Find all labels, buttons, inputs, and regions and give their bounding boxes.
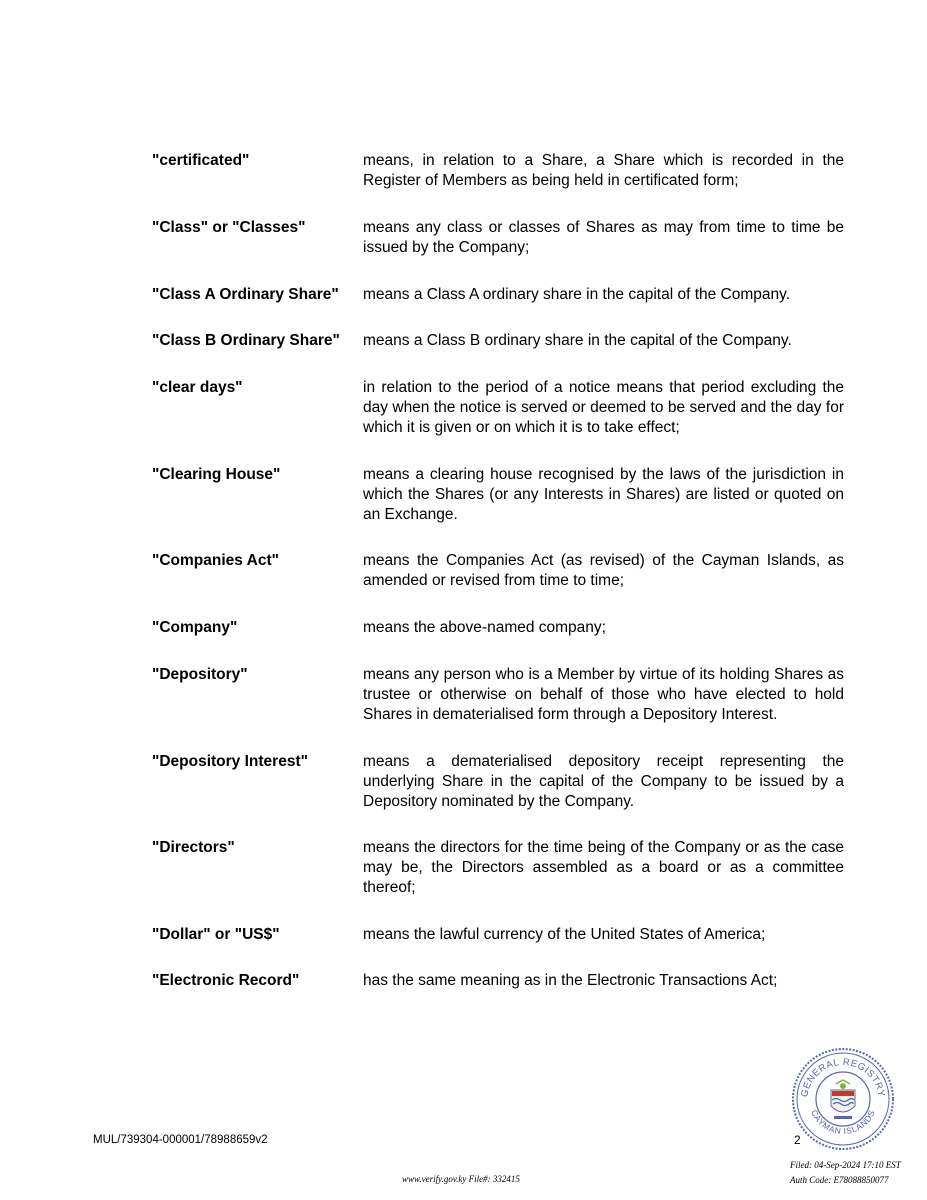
auth-code: Auth Code: E78088850077 [790, 1175, 889, 1185]
term: "Class B Ordinary Share" [152, 332, 340, 349]
coat-of-arms-icon [831, 1080, 855, 1119]
meaning: means the Companies Act (as revised) of the Cayman Islands, as amended or revised from time to time; [363, 552, 844, 589]
term: "Company" [152, 619, 238, 636]
term: "Directors" [152, 839, 235, 856]
page-number: 2 [794, 1133, 801, 1147]
seal-bottom-text: CAYMAN ISLANDS [809, 1108, 877, 1137]
meaning: has the same meaning as in the Electronic Transactions Act; [363, 972, 778, 989]
meaning: means a Class A ordinary share in the capital of the Company. [363, 286, 791, 303]
document-reference: MUL/739304-000001/78988659v2 [93, 1134, 268, 1146]
filing-stamp [790, 1158, 908, 1188]
meaning: means a dematerialised depository receipt representing the underlying Share in the capital of the Company to be issued by a Depository nominated by the Company. [363, 753, 844, 810]
term: "clear days" [152, 379, 243, 396]
term: "Clearing House" [152, 466, 281, 483]
meaning: in relation to the period of a notice means that period excluding the day when the notice is served or deemed to be served and the day for which it is given or on which it is to take effect; [363, 379, 844, 436]
meaning: means the lawful currency of the United States of America; [363, 926, 766, 943]
meaning: means any class or classes of Shares as may from time to time be issued by the Company; [363, 219, 844, 256]
meaning: means the above-named company; [363, 619, 606, 636]
meaning: means the directors for the time being of the Company or as the case may be, the Directors assembled as a board or as a committee thereof; [363, 839, 844, 896]
term: "Depository" [152, 666, 248, 683]
term: "Electronic Record" [152, 972, 300, 989]
term: "Companies Act" [152, 552, 279, 569]
seal-top-text: GENERAL REGISTRY [799, 1056, 887, 1099]
term: "certificated" [152, 152, 250, 169]
general-registry-seal [790, 1046, 896, 1152]
filed-date: Filed: 04-Sep-2024 17:10 EST [790, 1160, 901, 1170]
meaning: means, in relation to a Share, a Share which is recorded in the Register of Members as being held in certificated form; [363, 152, 844, 189]
term: "Depository Interest" [152, 753, 308, 770]
term: "Class" or "Classes" [152, 219, 306, 236]
meaning: means a Class B ordinary share in the capital of the Company. [363, 332, 792, 349]
term: "Dollar" or "US$" [152, 926, 280, 943]
term: "Class A Ordinary Share" [152, 286, 339, 303]
meaning: means any person who is a Member by virtue of its holding Shares as trustee or otherwise on behalf of those who have elected to hold Shares in dematerialised form through a Depository Interest. [363, 666, 844, 723]
verify-link[interactable]: www.verify.gov.ky File#: 332415 [402, 1174, 520, 1184]
meaning: means a clearing house recognised by the laws of the jurisdiction in which the Shares (or any Interests in Shares) are listed or quoted on an Exchange. [363, 466, 844, 523]
